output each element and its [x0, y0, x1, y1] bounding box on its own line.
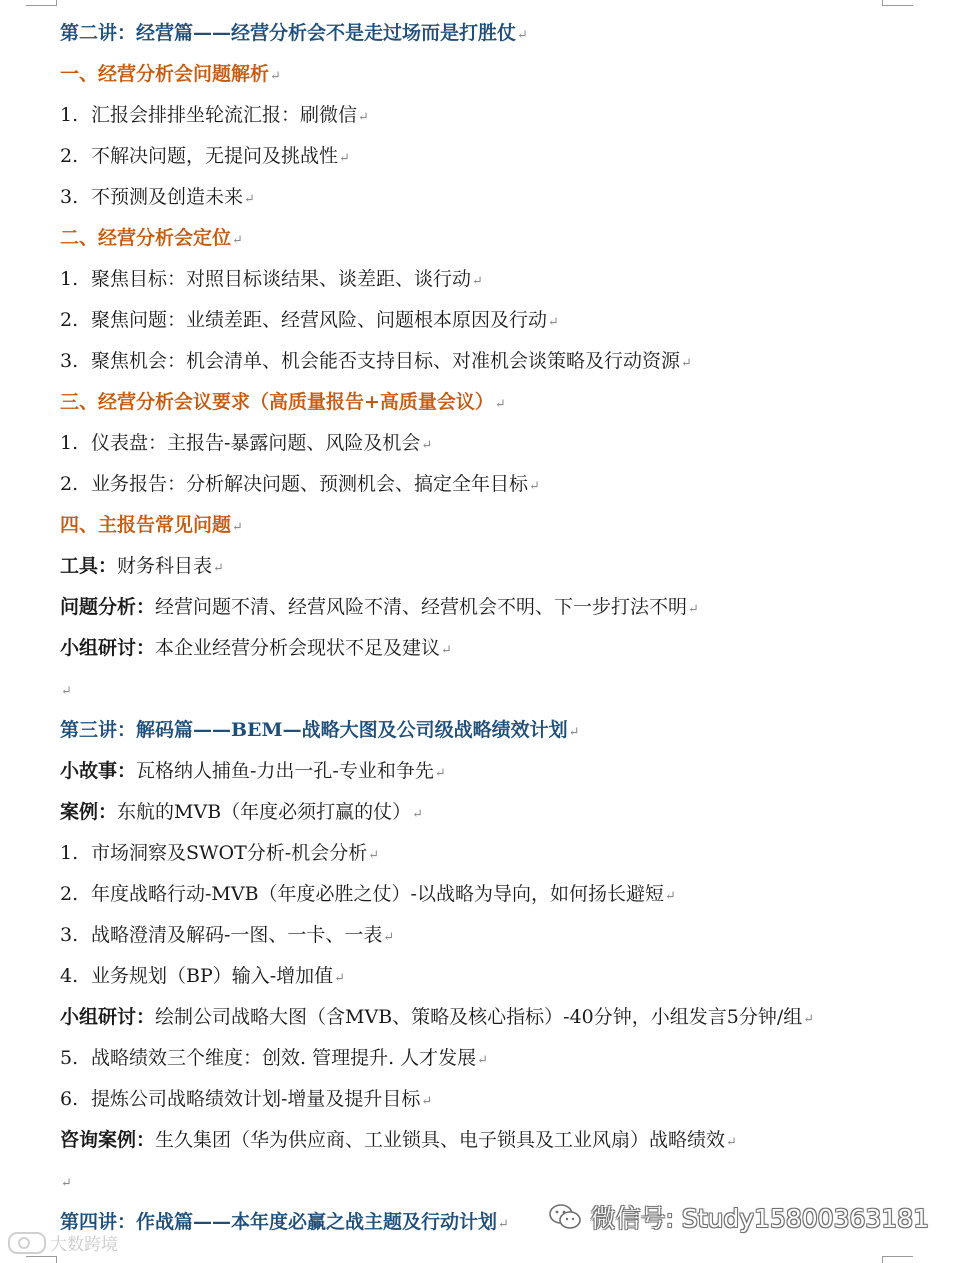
list-item-text: 战略绩效三个维度：创效. 管理提升. 人才发展 — [91, 1047, 477, 1069]
list-item — [60, 137, 940, 178]
paragraph-mark-icon: ↵ — [498, 1217, 509, 1232]
paragraph-mark-icon: ↵ — [368, 848, 380, 863]
list-item-text: 汇报会排排坐轮流汇报：刷微信 — [91, 104, 358, 126]
document-body[interactable] — [60, 14, 940, 1244]
list-item-text: 仪表盘：主报告-暴露问题、风险及机会 — [91, 432, 421, 454]
list-item-text: 聚焦机会：机会清单、机会能否支持目标、对准机会谈策略及行动资源 — [91, 350, 681, 372]
paragraph-mark-icon: ↵ — [688, 602, 699, 617]
list-item-number: 2. — [60, 883, 79, 905]
paragraph-mark-icon: ↵ — [803, 1012, 815, 1027]
section-heading — [60, 219, 940, 260]
paragraph-text: 东航的MVB（年度必须打赢的仗） — [117, 801, 412, 823]
lecture-heading-text: 第二讲：经营篇——经营分析会不是走过场而是打胜仗 — [60, 22, 517, 44]
lecture-heading — [60, 711, 940, 752]
paragraph-mark-icon: ↵ — [529, 479, 540, 494]
page-corner-mark — [882, 0, 913, 6]
list-item-text: 提炼公司战略绩效计划-增量及提升目标 — [91, 1088, 421, 1110]
list-item-number: 6. — [60, 1088, 79, 1110]
paragraph-text: 财务科目表 — [117, 555, 213, 577]
list-item-text: 业务报告：分析解决问题、预测机会、搞定全年目标 — [91, 473, 529, 495]
list-item-number: 1. — [60, 432, 79, 454]
wechat-icon — [548, 1202, 582, 1232]
list-item-text: 战略澄清及解码-一图、一卡、一表 — [91, 924, 383, 946]
list-item — [60, 178, 940, 219]
list-item-number: 1. — [60, 104, 79, 126]
paragraph-label: 小组研讨： — [60, 1006, 156, 1028]
list-item — [60, 916, 940, 957]
watermark-left-text: 大数跨境 — [50, 1235, 118, 1255]
paragraph-text: 绘制公司战略大图（含MVB、策略及核心指标）-40分钟，小组发言5分钟/组 — [155, 1006, 803, 1028]
lecture-heading-text: 第四讲：作战篇——本年度必赢之战主题及行动计划 — [60, 1211, 498, 1233]
labeled-paragraph — [60, 793, 940, 834]
section-heading — [60, 506, 940, 547]
watermark-right — [548, 1199, 929, 1235]
list-item — [60, 1080, 940, 1121]
paragraph-mark-icon: ↵ — [726, 1135, 737, 1150]
section-heading-text: 二、经营分析会定位 — [60, 227, 232, 249]
paragraph-mark-icon: ↵ — [412, 807, 424, 822]
watermark-left — [8, 1230, 118, 1255]
paragraph-mark-icon: ↵ — [232, 520, 243, 535]
list-item — [60, 875, 940, 916]
section-heading-text: 三、经营分析会议要求（高质量报告+高质量会议） — [60, 391, 494, 413]
labeled-paragraph — [60, 998, 940, 1039]
list-item-number: 3. — [60, 924, 79, 946]
list-item-text: 年度战略行动-MVB（年度必胜之仗）-以战略为导向，如何扬长避短 — [91, 883, 664, 905]
lecture-heading — [60, 14, 940, 55]
list-item-number: 1. — [60, 268, 79, 290]
paragraph-label: 小故事： — [60, 760, 137, 782]
paragraph-mark-icon: ↵ — [339, 151, 350, 166]
labeled-paragraph — [60, 547, 940, 588]
paragraph-mark-icon: ↵ — [664, 889, 676, 904]
list-item — [60, 96, 940, 137]
paragraph-mark-icon: ↵ — [548, 315, 559, 330]
list-item — [60, 260, 940, 301]
list-item-number: 4. — [60, 965, 79, 987]
list-item-number: 2. — [60, 473, 79, 495]
logo-icon — [8, 1232, 46, 1254]
paragraph-mark-icon: ↵ — [477, 1053, 489, 1068]
paragraph-mark-icon: ↵ — [517, 28, 528, 43]
paragraph-label: 小组研讨： — [60, 637, 156, 659]
paragraph-mark-icon: ↵ — [421, 438, 433, 453]
section-heading-text: 四、主报告常见问题 — [60, 514, 232, 536]
blank-paragraph — [60, 1162, 940, 1203]
paragraph-mark-icon: ↵ — [441, 643, 452, 658]
paragraph-label: 工具： — [60, 555, 118, 577]
paragraph-mark-icon: ↵ — [383, 930, 395, 945]
paragraph-label: 案例： — [60, 801, 118, 823]
watermark-right-text: 微信号: Study15800363181 — [590, 1204, 929, 1233]
labeled-paragraph — [60, 629, 940, 670]
paragraph-text: 瓦格纳人捕鱼-力出一孔-专业和争先 — [136, 760, 434, 782]
blank-paragraph — [60, 670, 940, 711]
list-item — [60, 465, 940, 506]
paragraph-mark-icon: ↵ — [421, 1094, 433, 1109]
list-item-text: 不预测及创造未来 — [91, 186, 244, 208]
labeled-paragraph — [60, 588, 940, 629]
paragraph-mark-icon: ↵ — [568, 725, 580, 740]
section-heading — [60, 55, 940, 96]
paragraph-mark-icon: ↵ — [494, 397, 506, 412]
list-item — [60, 834, 940, 875]
list-item — [60, 424, 940, 465]
list-item-text: 不解决问题，无提问及挑战性 — [91, 145, 339, 167]
paragraph-mark-icon: ↵ — [61, 1176, 72, 1191]
labeled-paragraph — [60, 1121, 940, 1162]
list-item-number: 5. — [60, 1047, 79, 1069]
lecture-heading-text: 第三讲：解码篇——BEM—战略大图及公司级战略绩效计划 — [60, 719, 568, 741]
section-heading-text: 一、经营分析会问题解析 — [60, 63, 270, 85]
paragraph-text: 经营问题不清、经营风险不清、经营机会不明、下一步打法不明 — [155, 596, 688, 618]
paragraph-label: 咨询案例： — [60, 1129, 156, 1151]
section-heading — [60, 383, 940, 424]
paragraph-mark-icon: ↵ — [244, 192, 255, 207]
list-item — [60, 342, 940, 383]
list-item-number: 3. — [60, 186, 79, 208]
list-item-number: 1. — [60, 842, 79, 864]
paragraph-label: 问题分析： — [60, 596, 156, 618]
page-corner-mark — [26, 0, 57, 6]
list-item-text: 聚焦问题：业绩差距、经营风险、问题根本原因及行动 — [91, 309, 548, 331]
paragraph-mark-icon: ↵ — [213, 561, 224, 576]
paragraph-mark-icon: ↵ — [681, 356, 692, 371]
page-corner-mark — [26, 1256, 57, 1263]
list-item-text: 市场洞察及SWOT分析-机会分析 — [91, 842, 368, 864]
paragraph-text: 本企业经营分析会现状不足及建议 — [155, 637, 441, 659]
list-item — [60, 1039, 940, 1080]
list-item-text: 业务规划（BP）输入-增加值 — [91, 965, 334, 987]
paragraph-mark-icon: ↵ — [232, 233, 243, 248]
list-item-number: 2. — [60, 309, 79, 331]
paragraph-text: 生久集团（华为供应商、工业锁具、电子锁具及工业风扇）战略绩效 — [155, 1129, 726, 1151]
paragraph-mark-icon: ↵ — [434, 766, 446, 781]
paragraph-mark-icon: ↵ — [472, 274, 483, 289]
paragraph-mark-icon: ↵ — [270, 69, 281, 84]
paragraph-mark-icon: ↵ — [358, 110, 369, 125]
paragraph-mark-icon: ↵ — [334, 971, 346, 986]
list-item-number: 2. — [60, 145, 79, 167]
paragraph-mark-icon: ↵ — [61, 684, 72, 699]
list-item — [60, 301, 940, 342]
list-item-text: 聚焦目标：对照目标谈结果、谈差距、谈行动 — [91, 268, 472, 290]
page-corner-mark — [882, 1256, 913, 1263]
list-item — [60, 957, 940, 998]
list-item-number: 3. — [60, 350, 79, 372]
labeled-paragraph — [60, 752, 940, 793]
